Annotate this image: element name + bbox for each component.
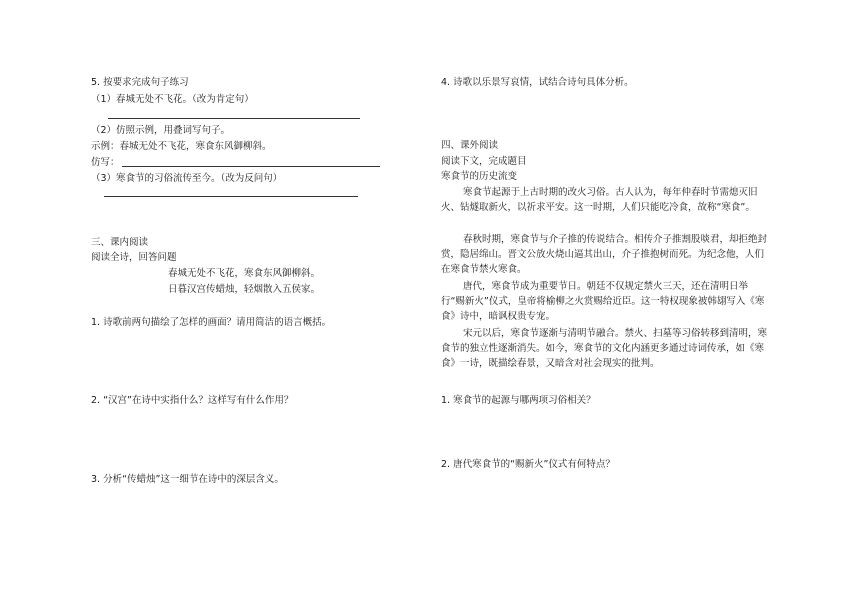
section3-q3: 3. 分析“传蜡烛”这一细节在诗中的深层含义。 [91,474,284,485]
section3-q1: 1. 诗歌前两句描绘了怎样的画面？请用简洁的语言概括。 [91,317,332,328]
section3-title: 三、课内阅读 [91,237,149,248]
section4-title: 四、课外阅读 [441,140,499,151]
section5-q2: （2）仿照示例，用叠词写句子。 [91,125,231,136]
section4-q1: 1. 寒食节的起源与哪两项习俗相关？ [441,395,596,406]
article-paragraph-1: 寒食节起源于上古时期的改火习俗。古人认为，每年仲春时节需熄灭旧火、钻燧取新火，以祈求平安。这一时期，人们只能吃冷食，故称“寒食”。 [441,187,758,213]
section5-q1: （1）春城无处不飞花。（改为肯定句） [91,94,254,105]
section3-instruction: 阅读全诗，回答问题 [91,252,177,263]
answer-line[interactable] [122,166,380,167]
poem-line-1: 春城无处不飞花，寒食东风御柳斜。 [168,268,321,279]
right-q4: 4. 诗歌以乐景写哀情，试结合诗句具体分析。 [441,77,634,88]
section5-q3: （3）寒食节的习俗流传至今。（改为反问句） [91,173,283,184]
section5-example: 示例：春城无处不飞花，寒食东风御柳斜。 [91,141,272,152]
section3-q2: 2. “汉宫”在诗中实指什么？这样写有什么作用？ [91,395,294,406]
answer-line[interactable] [104,196,358,197]
section5-imitate-label: 仿写： [91,157,120,168]
section4-q2: 2. 唐代寒食节的“赐新火”仪式有何特点？ [441,459,615,470]
poem-line-2: 日暮汉宫传蜡烛，轻烟散入五侯家。 [168,284,321,295]
article-title: 寒食节的历史流变 [441,171,518,182]
answer-line[interactable] [108,118,360,119]
section5-title: 5. 按要求完成句子练习 [91,77,189,88]
article-paragraph-3: 唐代，寒食节成为重要节日。朝廷不仅规定禁火三天，还在清明日举行“赐新火”仪式，皇帝将榆柳之火赏赐给近臣。这一特权现象被韩翃写入《寒食》诗中，暗讽权贵专宠。 [441,281,765,322]
article-paragraph-4: 宋元以后，寒食节逐渐与清明节融合。禁火、扫墓等习俗转移到清明，寒食节的独立性逐渐消失。如今，寒食节的文化内涵更多通过诗词传承，如《寒食》一诗，既描绘春景，又暗含对社会现实的批判。 [441,328,768,369]
article-paragraph-2: 春秋时期，寒食节与介子推的传说结合。相传介子推割股啖君，却拒绝封赏，隐居绵山。晋文公放火烧山逼其出山，介子推抱树而死。为纪念他，人们在寒食节禁火寒食。 [441,234,768,275]
section4-instruction: 阅读下文，完成题目 [441,156,527,167]
